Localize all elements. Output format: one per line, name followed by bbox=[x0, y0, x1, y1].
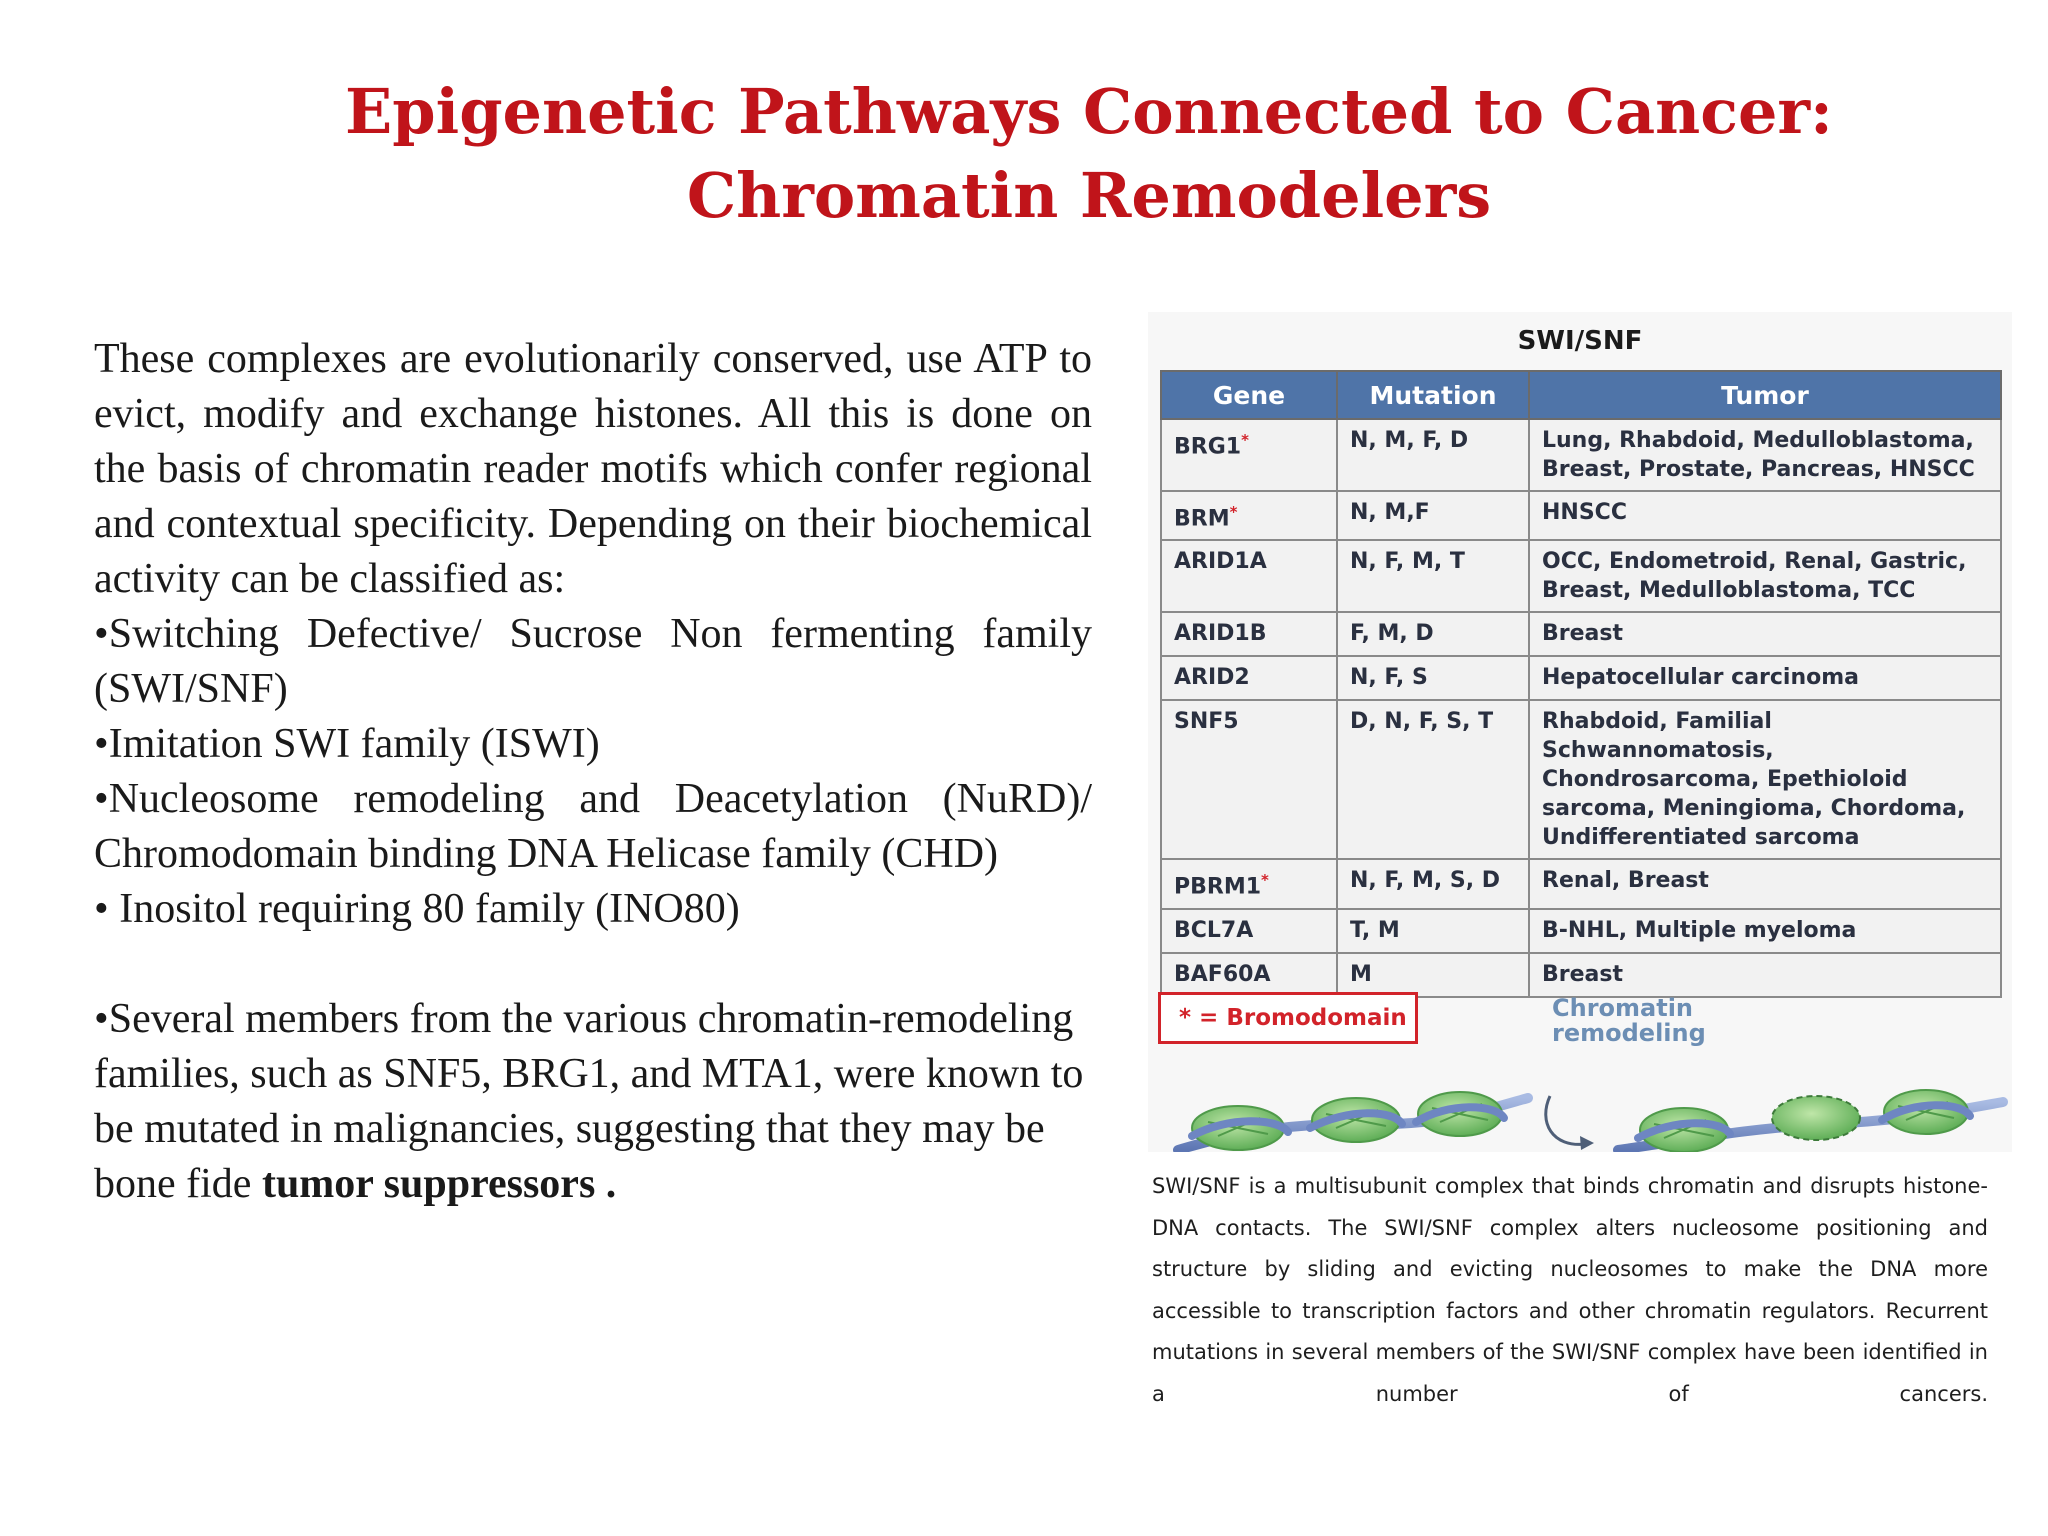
gene-cell bbox=[1161, 909, 1337, 953]
table-row bbox=[1161, 700, 2001, 859]
bullet-iswi: •Imitation SWI family (ISWI) bbox=[94, 721, 600, 767]
table-row bbox=[1161, 612, 2001, 656]
tumor-cell: OCC, Endometroid, Renal, Gastric, Breast, Medulloblastoma, TCC bbox=[1529, 540, 2001, 612]
bullet-nurd-chd: •Nucleosome remodeling and Deacetylation (NuRD)/ Chromodomain binding DNA Helicase family (CHD) bbox=[94, 776, 1092, 877]
closing-paragraph bbox=[94, 992, 1092, 1212]
mutation-cell: N, M,F bbox=[1337, 491, 1529, 540]
bromodomain-legend: * = Bromodomain bbox=[1158, 992, 1418, 1044]
mutation-cell: M bbox=[1337, 953, 1529, 997]
mutation-cell: T, M bbox=[1337, 909, 1529, 953]
closing-bold-text: tumor suppressors . bbox=[261, 1161, 617, 1207]
table-row bbox=[1161, 540, 2001, 612]
gene-cell bbox=[1161, 612, 1337, 656]
bullet-swi-snf: •Switching Defective/ Sucrose Non fermenting family (SWI/SNF) bbox=[94, 611, 1092, 712]
chromatin-remodeling-label: Chromatin remodeling bbox=[1552, 994, 1706, 1047]
body-text bbox=[94, 332, 1092, 1212]
gene-cell bbox=[1161, 700, 1337, 859]
table-row bbox=[1161, 656, 2001, 700]
tumor-cell: Breast bbox=[1529, 953, 2001, 997]
table-row bbox=[1161, 491, 2001, 540]
title-line-2: Chromatin Remodelers bbox=[686, 159, 1492, 232]
header-gene: Gene bbox=[1161, 371, 1337, 419]
tumor-cell: Breast bbox=[1529, 612, 2001, 656]
mutation-cell: N, F, M, S, D bbox=[1337, 859, 1529, 908]
tumor-cell: Renal, Breast bbox=[1529, 859, 2001, 908]
gene-name: BRM bbox=[1174, 506, 1230, 532]
header-tumor: Tumor bbox=[1529, 371, 2001, 419]
spacer bbox=[94, 937, 1092, 992]
header-mutation: Mutation bbox=[1337, 371, 1529, 419]
tumor-cell: B-NHL, Multiple myeloma bbox=[1529, 909, 2001, 953]
gene-name: ARID2 bbox=[1174, 665, 1250, 691]
remodeling-arrow bbox=[1546, 1096, 1586, 1144]
title-line-1: Epigenetic Pathways Connected to Cancer: bbox=[345, 75, 1833, 148]
mutation-cell: N, F, M, T bbox=[1337, 540, 1529, 612]
bromodomain-star: * bbox=[1261, 871, 1269, 890]
table-header-row bbox=[1161, 371, 2001, 419]
mutation-cell: N, M, F, D bbox=[1337, 419, 1529, 491]
tumor-cell: HNSCC bbox=[1529, 491, 2001, 540]
evicted-nucleosome-icon bbox=[1772, 1096, 1860, 1140]
gene-name: ARID1B bbox=[1174, 621, 1267, 647]
intro-paragraph: These complexes are evolutionarily conserved, use ATP to evict, modify and exchange histones. All this is done on the basis of chromatin reader motifs which confer regional and contextual specificity. Depending on their biochemical activity can be classified as: bbox=[94, 336, 1092, 602]
table-row bbox=[1161, 859, 2001, 908]
gene-cell bbox=[1161, 859, 1337, 908]
table-row bbox=[1161, 953, 2001, 997]
gene-cell bbox=[1161, 540, 1337, 612]
gene-name: SNF5 bbox=[1174, 709, 1239, 735]
tumor-cell: Hepatocellular carcinoma bbox=[1529, 656, 2001, 700]
mutation-cell: D, N, F, S, T bbox=[1337, 700, 1529, 859]
gene-cell bbox=[1161, 491, 1337, 540]
gene-cell bbox=[1161, 953, 1337, 997]
bromodomain-star: * bbox=[1241, 431, 1249, 449]
mutation-cell: F, M, D bbox=[1337, 612, 1529, 656]
gene-name: BAF60A bbox=[1174, 961, 1271, 987]
table-row bbox=[1161, 909, 2001, 953]
gene-name: BCL7A bbox=[1174, 917, 1254, 943]
slide-title bbox=[0, 70, 2048, 238]
gene-name: PBRM1 bbox=[1174, 874, 1262, 900]
tumor-cell: Lung, Rhabdoid, Medulloblastoma, Breast, Prostate, Pancreas, HNSCC bbox=[1529, 419, 2001, 491]
closing-text: •Several members from the various chromatin-remodeling families, such as SNF5, BRG1, and MTA1, were known to be mutated in malignancies, suggesting that they may be bone fide bbox=[94, 996, 1084, 1207]
swi-snf-table bbox=[1160, 370, 2002, 998]
gene-name: BRG1 bbox=[1174, 434, 1242, 460]
mutation-cell: N, F, S bbox=[1337, 656, 1529, 700]
table-row bbox=[1161, 419, 2001, 491]
figure-title: SWI/SNF bbox=[1517, 326, 1643, 356]
bullet-ino80: • Inositol requiring 80 family (INO80) bbox=[94, 886, 740, 932]
gene-cell bbox=[1161, 419, 1337, 491]
swi-snf-figure bbox=[1148, 312, 2012, 1152]
nucleosome-illustration bbox=[1148, 1032, 2012, 1152]
gene-name: ARID1A bbox=[1174, 549, 1267, 575]
bromodomain-star: * bbox=[1229, 503, 1238, 521]
gene-cell bbox=[1161, 656, 1337, 700]
tumor-cell: Rhabdoid, Familial Schwannomatosis, Chondrosarcoma, Epethioloid sarcoma, Meningioma, Chordoma, Undifferentiated sarcoma bbox=[1529, 700, 2001, 859]
figure-caption: SWI/SNF is a multisubunit complex that binds chromatin and disrupts histone-DNA contacts. The SWI/SNF complex alters nucleosome positioning and structure by sliding and evicting nucleosomes to make the DNA more accessible to transcription factors and other chromatin regulators. Recurrent mutations in several members of the SWI/SNF complex have been identified in a number of cancers. bbox=[1152, 1174, 1988, 1406]
